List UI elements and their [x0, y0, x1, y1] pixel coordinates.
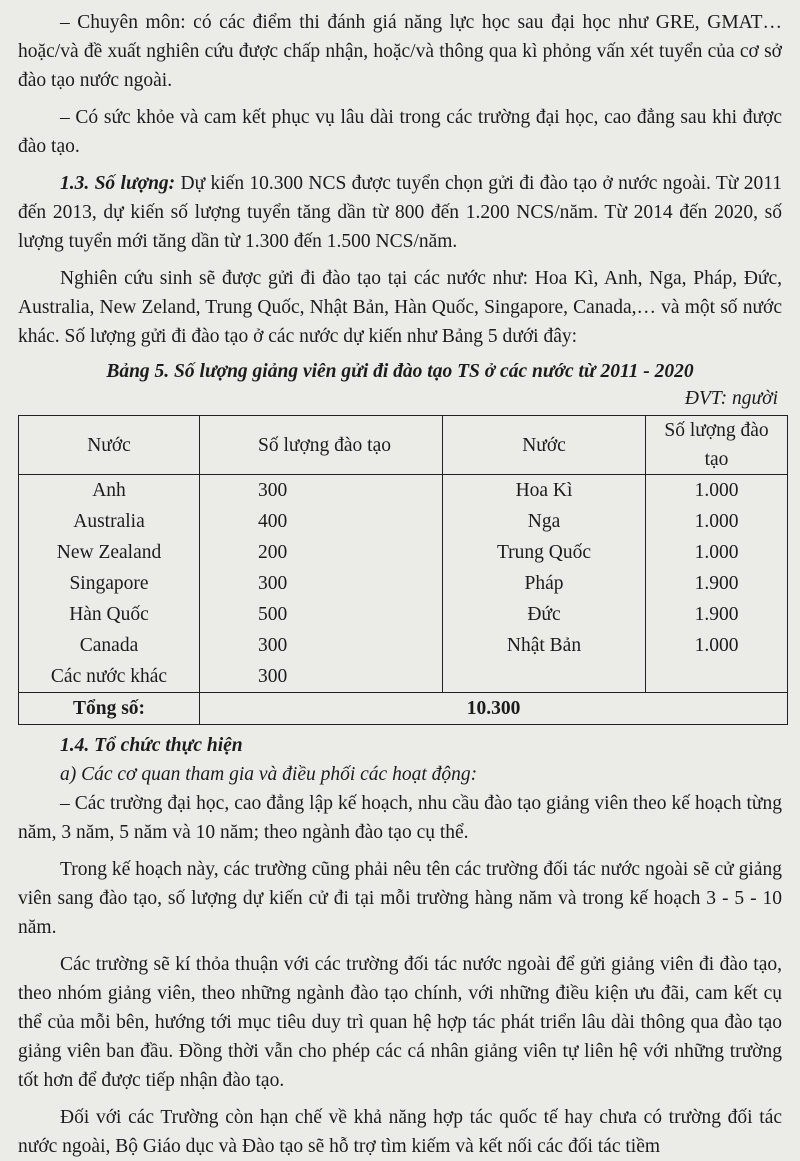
- cell-quantity: 500: [200, 599, 443, 630]
- cell-country: Pháp: [443, 568, 646, 599]
- table-row: [19, 506, 788, 537]
- table-row: [19, 599, 788, 630]
- cell-country: Hoa Kì: [443, 475, 646, 507]
- cell-quantity: 200: [200, 537, 443, 568]
- cell-country: Trung Quốc: [443, 537, 646, 568]
- cell-quantity: 300: [200, 661, 443, 693]
- cell-country: New Zealand: [19, 537, 200, 568]
- paragraph-ministry-support: Đối với các Trường còn hạn chế về khả năng hợp tác quốc tế hay chưa có trường đối tác nước ngoài, Bộ Giáo dục và Đào tạo sẽ hỗ trợ tìm kiếm và kết nối các đối tác tiềm: [18, 1107, 782, 1157]
- header-quantity-right: Số lượng đào tạo: [646, 416, 788, 475]
- cell-quantity: 1.000: [646, 630, 788, 661]
- cell-quantity: 1.000: [646, 537, 788, 568]
- paragraph-expertise: – Chuyên môn: có các điểm thi đánh giá năng lực học sau đại học như GRE, GMAT… hoặc/và đề xuất nghiên cứu được chấp nhận, hoặc/và thông qua kì phỏng vấn xét tuyển của cơ sở đào tạo nước ngoài.: [18, 12, 782, 91]
- section-heading-quantity: 1.3. Số lượng:: [60, 173, 176, 194]
- table-row: [19, 568, 788, 599]
- table-row: [19, 475, 788, 507]
- table-row: [19, 630, 788, 661]
- header-country-left: Nước: [19, 416, 200, 475]
- cell-country: Các nước khác: [19, 661, 200, 693]
- cell-quantity: 1.900: [646, 599, 788, 630]
- table-header-row: [19, 416, 788, 475]
- cell-quantity: 300: [200, 630, 443, 661]
- cell-country: Nga: [443, 506, 646, 537]
- cell-quantity: 300: [200, 568, 443, 599]
- table-unit: ĐVT: người: [684, 388, 778, 409]
- paragraph-health: – Có sức khỏe và cam kết phục vụ lâu dài trong các trường đại học, cao đẳng sau khi được đào tạo.: [18, 107, 782, 157]
- cell-country: Canada: [19, 630, 200, 661]
- table-row: [19, 537, 788, 568]
- total-value: 10.300: [200, 693, 788, 725]
- subheading-agencies: a) Các cơ quan tham gia và điều phối các hoạt động:: [60, 764, 478, 785]
- cell-country: Nhật Bản: [443, 630, 646, 661]
- cell-quantity: 1.000: [646, 475, 788, 507]
- total-label: Tổng số:: [19, 693, 200, 725]
- cell-country: [443, 661, 646, 693]
- section-heading-organization: 1.4. Tổ chức thực hiện: [60, 735, 243, 756]
- paragraph-countries: Nghiên cứu sinh sẽ được gửi đi đào tạo tại các nước như: Hoa Kì, Anh, Nga, Pháp, Đức, Australia, New Zeland, Trung Quốc, Nhật Bản, Hàn Quốc, Singapore, Canada,… và một số nước khác. Số lượng gửi đi đào tạo ở các nước dự kiến như Bảng 5 dưới đây:: [18, 268, 782, 347]
- paragraph-quantity: [18, 169, 782, 256]
- table-row: [19, 661, 788, 693]
- paragraph-planning: – Các trường đại học, cao đẳng lập kế hoạch, nhu cầu đào tạo giảng viên theo kế hoạch từng năm, 3 năm, 5 năm và 10 năm; theo ngành đào tạo cụ thể.: [18, 793, 782, 843]
- training-quota-table: [18, 415, 788, 725]
- quantity-text: Dự kiến 10.300 NCS được tuyển chọn gửi đi đào tạo ở nước ngoài. Từ 2011 đến 2013, dự kiến số lượng tuyển tăng dần từ 800 đến 1.200 NCS/năm. Từ 2014 đến 2020, số lượng tuyển mới tăng dần từ 1.300 đến 1.500 NCS/năm.: [18, 173, 782, 252]
- paragraph-partners: Trong kế hoạch này, các trường cũng phải nêu tên các trường đối tác nước ngoài sẽ cử giảng viên sang đào tạo, số lượng dự kiến cử đi tại mỗi trường hàng năm và trong kế hoạch 3 - 5 - 10 năm.: [18, 859, 782, 938]
- header-quantity-left: Số lượng đào tạo: [200, 416, 443, 475]
- cell-quantity: [646, 661, 788, 693]
- table-caption: Bảng 5. Số lượng giảng viên gửi đi đào tạo TS ở các nước từ 2011 - 2020: [106, 361, 694, 382]
- table-total-row: [19, 693, 788, 725]
- cell-country: Anh: [19, 475, 200, 507]
- cell-quantity: 1.900: [646, 568, 788, 599]
- cell-quantity: 400: [200, 506, 443, 537]
- cell-quantity: 1.000: [646, 506, 788, 537]
- cell-quantity: 300: [200, 475, 443, 507]
- cell-country: Singapore: [19, 568, 200, 599]
- cell-country: Australia: [19, 506, 200, 537]
- cell-country: Đức: [443, 599, 646, 630]
- header-country-right: Nước: [443, 416, 646, 475]
- cell-country: Hàn Quốc: [19, 599, 200, 630]
- paragraph-agreements: Các trường sẽ kí thỏa thuận với các trường đối tác nước ngoài để gửi giảng viên đi đào tạo, theo nhóm giảng viên, theo những ngành đào tạo chính, với những điều kiện ưu đãi, cam kết cụ thể của mỗi bên, hướng tới mục tiêu duy trì quan hệ hợp tác phát triển lâu dài thông qua đào tạo giảng viên ban đầu. Đồng thời vẫn cho phép các cá nhân giảng viên tự liên hệ với những trường tốt hơn để được tiếp nhận đào tạo.: [18, 954, 782, 1091]
